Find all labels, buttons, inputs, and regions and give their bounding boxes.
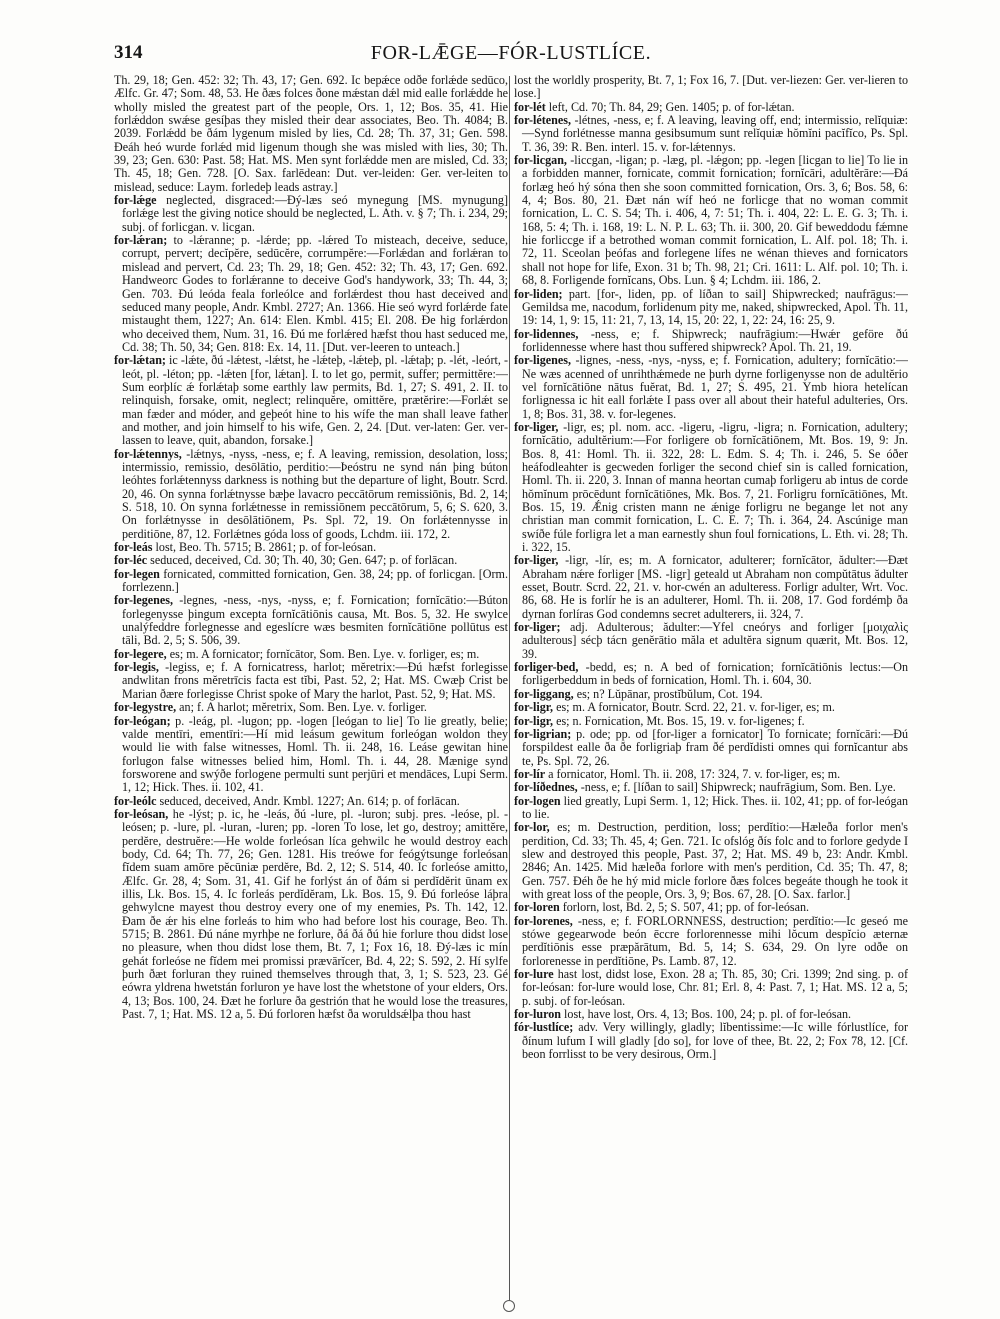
dictionary-entry xyxy=(114,795,508,808)
dictionary-entry xyxy=(514,114,908,154)
entry-text: part. [for-, liden, pp. of líðan to sail] Shipwrecked; naufrāgus:—Gemildsa me, nacodum, forlidenum pity me, naked, shipwrecked, Apol. Th. 11, 19: 14, 1, 9: 15, 11: 21, 7, 13, 14, 15, 20: 22, 1, 22: 24, 16: 25, 9. xyxy=(522,286,908,328)
headword: for-liger, xyxy=(514,553,559,568)
headword: for-leósan, xyxy=(114,806,169,821)
entry-text: adv. Very willingly, gladly; lĭbentissime:—Ic wille fórlustlíce, for ðínum lufum I will gladly [do so], for love of thee, Bt. 22, 2; Fox 78, 12. [Cf. beon forrlisst to be very desirous, Orm.] xyxy=(522,1020,908,1062)
headword: for-leógan; xyxy=(114,713,171,728)
dictionary-entry xyxy=(514,968,908,1008)
entry-text: -ness, e; f. FORLORNNESS, destruction; perdĭtio:—Ic geseó me stówe gegearwode beón ēccre forlorennesse mihi lŏcum despĭcio æternæ perdĭtiōnis esse præpărātum, Bd. 5, 14; S. 634, 29. On lyre odðe on forlorenesse in perdĭtiōne, Ps. Lamb. 87, 12. xyxy=(522,913,908,968)
dictionary-entry xyxy=(114,554,508,567)
dictionary-entry xyxy=(514,288,908,328)
headword: for-logen xyxy=(514,793,561,808)
headword: for-léc xyxy=(114,553,148,568)
entry-text: -ness, e; f. [líðan to sail] Shipwreck; naufrāgium, Som. Ben. Lye. xyxy=(577,780,896,795)
page-header xyxy=(114,42,908,72)
entry-text: -lǽtnys, -nyss, -ness, e; f. A leaving, remission, desolation, loss; intermissio, remissio, desōlātio, perditio:—Þeóstru ne synd nán þing búton leóhtes forlǽtennyss darkness is nothing but the departure of light, Boutr. Scrd. 20, 46. On synna forlǽtnysse bæþe lavacro peccātōrum remissiōnis, Bd. 2, 14; S. 518, 10. On synna forlǽtnesse in remissiōnem peccātōrum, 5, 6; S. 620, 3. On forlǽtnysse in desōlātiōnem, Ps. Spl. 72, 19. On forlǽtennysse in perditiōne, 87, 12. Forlǽtnes góda loss of goods, Lchdm. iii. 172, 2. xyxy=(122,446,508,541)
headword: for-leólc xyxy=(114,793,157,808)
entry-text: fornicated, committed fornication, Gen. 38, 24; pp. of forlicgan. [Orm. forrlezenn.] xyxy=(122,566,508,595)
entry-text: es; m. A fornicator; fornĭcātor, Som. Ben. Lye. v. forliger, es; m. xyxy=(166,646,480,661)
headword: for-ligr, xyxy=(514,713,554,728)
entry-text: an; f. A harlot; mĕretrix, Som. Ben. Lye. v. forliger. xyxy=(176,700,427,715)
entry-text: he -lýst; p. ic, he -leás, ðú -lure, pl. -luron; subj. pres. -leóse, pl. -leósen; p. -lure, pl. -luran, -luren; pp. -loren To lose, let go, destroy; amittĕre, perdĕre, destruĕre:—He wolde forleósan líca gehwilc he would destroy each body, Cd. 64; Th. 77, 26; Gen. 1281. His treówe for feógýtsunge forleósan fĭdem suam amōre pĕcūniæ perdĕre, Bd. 2, 12; S. 514, 40. Ic forleóse amitto, Ælfc. Gr. 28, 4; Som. 31, 41. Gif he forlýst án of ðám si perdĭdĕrit ūnam ex illis, Lk. Bos. 15, 4. Ic forleás perdĭdĕram, Lk. Bos. 15, 9. Ðú forleóse láþra gehwylcne mayest thou destroy every one of my enemies, Ps. Th. 142, 12. Ðam ðe ǽr his elne forleás to him who had before lost his courage, Beo. Th. 5715; B. 2861. Ðú náne myrhþe ne forlure, ðá ðá ðú hie forlure thou didst lose no pleasure, when thou didst lose them, Bt. 7, 1; Fox 16, 18. Ðý-læs ic mín gehát forleóse ne fĭdem mei promissi prævārĭcer, Bd. 4, 22; S. 592, 2. Hí sylfe þurh ðæt forluran they ruined themselves through that, 3, 1; S. 523, 23. Gé eówra yldrena hwetstán forluron ye have lost the whetstone of your elders, Ors. 4, 13; Bos. 100, 24. Ðæt he forlure ða gestrión that he would lose the treasures, Past. 7, 1; Hat. MS. 12 a, 5. Ðú forloren hæfst ða woruldsǽlþa thou hast xyxy=(122,806,508,1022)
entry-text: lost, Beo. Th. 5715; B. 2861; p. of for-leósan. xyxy=(152,540,377,555)
entry-text: lost, have lost, Ors. 4, 13; Bos. 100, 24; p. pl. of for-leósan. xyxy=(561,1007,852,1022)
dictionary-entry xyxy=(114,715,508,795)
entry-text: adj. Adulterous; ădulter:—Yfel cneórys and forliger [μοιχαλὶς adulterous] sécþ tácn genĕrātio măla et adultĕra signum quærit, Mt. Bos. 12, 39. xyxy=(522,620,908,661)
entry-text: -legiss, e; f. A fornicatress, harlot; mĕretrix:—Ðú hæfst forlegisse andwlitan frons mĕretrīcis facta est tĭbi, Past. 52, 2; Hat. MS. Cwæþ Crist be Marian ðære forlegisse Christ spoke of Mary the harlot, Past. 52, 9; Hat. MS. xyxy=(122,660,508,701)
headword: for-legis, xyxy=(114,660,159,675)
dictionary-entry xyxy=(514,795,908,822)
dictionary-entry xyxy=(514,701,908,714)
dictionary-entry xyxy=(514,154,908,287)
headword: for-liggang, xyxy=(514,686,574,701)
dictionary-entry xyxy=(514,768,908,781)
dictionary-entry xyxy=(514,688,908,701)
continued-text xyxy=(514,74,908,101)
entry-text: -ness, e; f. Shipwreck; naufrāgium:—Hwǽr geföre ðú forlidennesse where hast thou suffered shipwreck? Apol. Th. 21, 19. xyxy=(522,326,908,354)
entry-text: p. ode; pp. od [for-liger a fornicator] To fornicate; fornĭcāri:—Ðú forspildest ealle ða ðe forligriaþ fram ðé perdĭdisti omnes qui fornĭcantur abs te, Ps. Spl. 72, 26. xyxy=(522,726,908,768)
dictionary-entry xyxy=(514,328,908,355)
headword: for-létenes, xyxy=(514,113,571,128)
dictionary-entry xyxy=(114,594,508,647)
dictionary-entry xyxy=(514,101,908,114)
headword: for-lǽtan; xyxy=(114,353,166,368)
headword: forliger-bed, xyxy=(514,660,579,675)
right-column xyxy=(514,74,908,1304)
page-number: 314 xyxy=(114,42,143,63)
headword: for-lor, xyxy=(514,820,550,835)
entry-text: es; n? Lŭpānar, prostĭbŭlum, Cot. 194. xyxy=(573,686,763,701)
dictionary-entry xyxy=(514,354,908,421)
headword: fór-lustlíce; xyxy=(514,1020,574,1035)
dictionary-entry xyxy=(514,781,908,794)
entry-text: ic -lǽte, ðú -lǽtest, -lǽtst, he -lǽteþ, -lǽteþ, pl. -lǽtaþ; p. -lét, -leórt, -leót, pl. -léton; pp. -lǽten [for, lǽtan]. I. to let go, permit, suffer; permittĕre:—Sum eorþlíc ǽ forlǽtaþ some earthly law permits, Bd. 1, 27; S. 491, 2. II. to relinquish, forsake, omit, neglect; relinquĕre, omittĕre, prætĕrire:—Forlǽt se man fæder and móder, and geþeót hine to his wífe the man shall leave father and mother, and join himself to his wife, Gen. 2, 24. [Dut. ver-laten: Ger. ver-lassen to leave, quit, abandon, forsake.] xyxy=(122,353,508,448)
headword: for-lǽtennys, xyxy=(114,446,182,461)
headword: for-ligrian; xyxy=(514,726,572,741)
dictionary-entry xyxy=(514,728,908,768)
headword: for-lír xyxy=(514,766,546,781)
dictionary-entry xyxy=(114,354,508,447)
headword: for-lét xyxy=(514,99,546,114)
dictionary-entry xyxy=(114,194,508,234)
dictionary-entry xyxy=(514,901,908,914)
entry-text: -ligr, es; pl. nom. acc. -ligeru, -ligru, -ligra; n. Fornication, adultery; fornĭcātio, adultĕrium:—For forligere ob fornĭcātiōnem, Mt. Bos. 19, 9: Jn. Bos. 8, 41: Homl. Th. ii. 322, 28: L. Edm. S. 4; Th. i. 246, 5. Se óðer heáfodleahter is gecweden forliger the second chief sin is called fornication, Homl. Th. ii. 220, 3. Innan of manna heortan cumaþ forligeru ab intus de corde hŏmĭnum prōcēdunt fornĭcātiōnes, Mk. Bos. 7, 21. Forligru fornĭcātiōnes, Mt. Bos. 15, 19. Ǽnig cristen mann ne ǽnige forligru ne begange let not any christian man commit fornication, L. C. E. 7; Th. i. 364, 24. Ascúnige man swíðe fúle forligra let a man earnestly shun foul fornications, L. Eth. vi. 28; Th. i. 322, 15. xyxy=(522,419,908,555)
entry-text: lost the worldly prosperity, Bt. 7, 1; Fox 16, 7. [Dut. ver-liezen: Ger. ver-lieren to lose.] xyxy=(514,74,908,101)
dictionary-entry xyxy=(514,821,908,901)
dictionary-entry xyxy=(114,234,508,354)
headword: for-luron xyxy=(514,1007,562,1022)
headword: for-liger, xyxy=(514,419,559,434)
dictionary-entry xyxy=(514,621,908,661)
dictionary-entry xyxy=(514,421,908,554)
entry-text: -liccgan, -ligan; p. -læg, pl. -lǽgon; pp. -legen [licgan to lie] To lie in a forbidden manner, fornicate, commit fornication; fornĭcāri, adultĕrāre:—Ðá forlæg heó hý sóna then she soon committed fornication, Ors. 3, 6; Bos. 58, 6: 4, 4; Bos. 80, 21. Ðæt nán wíf heó ne forlicge that no woman commit fornication, L. C. S. 54; Th. i. 406, 4, 7: 51; Th. i. 404, 22: L. E. G. 3; Th. i. 168, 5: 4; Th. i. 168, 19: L. N. P. L. 63; Th. ii. 300, 20. Gif beweddodu fǽmne hie forliccge if a betrothed woman commit fornication, L. Alf. pol. 18; Th. i. 72, 11. Sceolan þeófas and forlegene lífes ne wénan thieves and fornicators shall not hope for life, Exon. 31 b; Th. 98, 21; Cri. 1611: L. Alf. pol. 10; Th. i. 68, 8. Forligende fornĭcans, Obs. Lun. § 4; Lchdm. iii. 186, 2. xyxy=(522,153,908,288)
dictionary-entry xyxy=(114,701,508,714)
headword: for-lidennes, xyxy=(514,326,579,341)
headword: for-leás xyxy=(114,540,153,555)
entry-text: p. -leág, pl. -lugon; pp. -logen [leógan to lie] To lie greatly, belie; valde mentīri, ementīri:—Hí mid leásum gewitum forleógan woldon they would lie with false witnesses, Homl. Th. ii. 248, 16. Leáse gewitan hine forlugon false witnesses belied him, Homl. Th. i. 44, 28. Mænige synd forsworene and swýðe forlogene permulti sunt perjūri et mendāces, Lupi Serm. 1, 12; Hick. Thes. ii. 102, 41. xyxy=(122,713,508,795)
dictionary-entry xyxy=(514,554,908,621)
entry-text: -bedd, es; n. A bed of fornication; fornĭcātiōnis lectus:—On forligerbeddum in beds of fornication, Homl. Th. i. 604, 30. xyxy=(522,660,908,688)
dictionary-entry xyxy=(114,648,508,661)
entry-text: Th. 29, 18; Gen. 452: 32; Th. 43, 17; Gen. 692. Ic bepǽce odðe forlǽde sedūco, Ælfc. Gr. 47; Som. 48, 53. He ðæs folces ðone mǽstan dǽl mid ealle forlǽdde he wholly misled the greatest part of the people, Ors. 1, 12; Bos. 35, 41. Hie forlǽddon swǽse gesíþas they misled their dear associates, Beo. Th. 4084; B. 2039. Forlǽdd be ðám lygenum misled by lies, Cd. 28; Th. 37, 31; Gen. 598. Ðeáh heó wurde forlǽd mid ligenum though she was misled with lies, 30; Th. 39, 23; Gen. 630: Past. 58; Hat. MS. Men synt forlǽdde men are misled, Cd. 33; Th. 45, 18; Gen. 728. [O. Sax. farlēdean: Dut. ver-leiden: Ger. ver-leiten to mislead, seduce: Laym. forledeþ leads astray.] xyxy=(114,74,508,194)
headword: for-loren xyxy=(514,900,560,915)
continued-text xyxy=(114,74,508,194)
headword: for-legystre, xyxy=(114,700,177,715)
entry-text: hast lost, didst lose, Exon. 28 a; Th. 85, 30; Cri. 1399; 2nd sing. p. of for-leósan: for-lure would lose, Chr. 81; Erl. 8, 4: Past. 7, 1; Hat. MS. 12 a, 5; p. subj. of for-leósan. xyxy=(522,967,908,1008)
dictionary-entry xyxy=(114,448,508,541)
headword: for-lǽran; xyxy=(114,233,168,248)
entry-text: -ligr, -lír, es; m. A fornicator, adulterer; fornĭcātor, ădulter:—Ðæt Abraham nǽre forliger [MS. -ligr] geteald ut Abraham non compŭtātus ădulter esset, Boutr. Scrd. 22, 21. v. hor-cwén an adulteress. Forligr adulter, Wrt. Voc. 86, 68. He is forlír he is an adulterer, Homl. Th. ii. 208, 17. God fordémþ ða dyrnan forlíras God condemns secret adulterers, ii. 324, 7. xyxy=(522,553,908,621)
dictionary-entry xyxy=(514,661,908,688)
entry-text: es; n. Fornication, Mt. Bos. 15, 19. v. for-ligenes; f. xyxy=(553,713,805,728)
entry-text: seduced, deceived, Andr. Kmbl. 1227; An. 614; p. of forlācan. xyxy=(156,793,460,808)
entry-text: es; m. A fornicator, Boutr. Scrd. 22, 21. v. for-liger, es; m. xyxy=(553,700,835,715)
headword: for-lǽge xyxy=(114,193,157,208)
dictionary-entry xyxy=(114,541,508,554)
headword: for-lure xyxy=(514,967,554,982)
headword: for-legen xyxy=(114,566,160,581)
entry-text: lied greatly, Lupi Serm. 1, 12; Hick. Thes. ii. 102, 41; pp. of for-leógan to lie. xyxy=(522,793,908,821)
dictionary-entry xyxy=(114,568,508,595)
dictionary-entry xyxy=(514,915,908,968)
entry-text: a fornicator, Homl. Th. ii. 208, 17: 324, 7. v. for-liger, es; m. xyxy=(545,766,841,781)
headword: for-ligr, xyxy=(514,700,554,715)
dictionary-entry xyxy=(114,808,508,1022)
column-divider xyxy=(509,76,510,1302)
headword: for-legenes, xyxy=(114,593,173,608)
entry-text: -legnes, -ness, -nys, -nyss, e; f. Fornication; fornĭcātio:—Búton forlegenysse þingum excepta fornĭcātiōnis causa, Mt. Bos. 5, 32. He swylce unalýfeddre forlegnesse and egeslícre wæs besmiten fornĭcātiōne pollūtus est tāli, Bd. 2, 5; S. 506, 39. xyxy=(122,593,508,648)
dictionary-entry xyxy=(514,715,908,728)
dictionary-entry xyxy=(514,1021,908,1061)
headword: for-ligenes, xyxy=(514,353,571,368)
headword: for-líðednes, xyxy=(514,780,578,795)
left-column xyxy=(114,74,508,1304)
headword: for-liger; xyxy=(514,620,561,635)
entry-text: -lignes, -ness, -nys, -nyss, e; f. Fornication, adultery; fornĭcātio:—Ne wæs acenned of unrihthǽmede ne þurh dyrne forligenysse non de adultĕrio vel fornĭcātiōne nātus fuĕrat, Bd. 1, 27; S. 495, 21. Ymb hiora hetelícan forlignessa ic hit eall forlǽte I pass over all about their hateful adulteries, Ors. 1, 8; Bos. 31, 38. v. for-legenes. xyxy=(522,353,908,421)
running-head: FOR-LǢGE—FÓR-LUSTLÍCE. xyxy=(370,42,652,64)
entry-text: forlorn, lost, Bd. 2, 5; S. 507, 41; pp. of for-leósan. xyxy=(559,900,810,915)
entry-text: left, Cd. 70; Th. 84, 29; Gen. 1405; p. of for-lǽtan. xyxy=(545,99,795,114)
entry-text: es; m. Destruction, perdition, loss; perdĭtio:—Hæleða forlor men's perdition, Cd. 33; Th. 45, 4; Gen. 721. Ic ofslóg ðís folc and to forlore gedyde I slew and destroyed this people, Past. 37, 2; Hat. MS. 49 b, 23: Andr. Kmbl. 2846; An. 1425. Mid hæleða forlore with men's perdition, Cd. 35; Th. 47, 8; Gen. 757. Ðéh ðe he hý mid micle forlore ðæs folces begeáte though he took it with great loss of the people, Ors. 3, 9; Bos. 67, 28. [O. Sax. farlor.] xyxy=(522,820,908,901)
headword: for-legere, xyxy=(114,646,167,661)
entry-text: -létnes, -ness, e; f. A leaving, leaving off, end; intermissio, relĭquiæ:—Synd forlétnesse manna gesibsumum sunt relĭquiæ hŏmĭni pacĭfĭco, Ps. Spl. T. 36, 39: R. Ben. interl. 15. v. for-lǽtennys. xyxy=(522,113,908,154)
headword: for-liden; xyxy=(514,286,563,301)
dictionary-entry xyxy=(514,1008,908,1021)
dictionary-entry xyxy=(114,661,508,701)
headword: for-licgan, xyxy=(514,153,567,168)
entry-text: neglected, disgraced:—Ðý-læs seó mynegung [MS. mynugung] forlǽge lest the giving notice should be neglected, L. Ath. v. § 7; Th. i. 234, 29; subj. of forlicgan. v. licgan. xyxy=(122,193,508,234)
entry-text: to -lǽranne; p. -lǽrde; pp. -lǽred To misteach, deceive, seduce, corrupt, pervert; decĭpĕre, sedūcĕre, corrumpĕre:—Forlǽdan and forlǽran to mislead and pervert, Cd. 23; Th. 29, 18; Gen. 452: 32; Th. 43, 17; Gen. 692. Handweorc Godes to forlǽranne to deceive God's handywork, 33; Th. 44, 3; Gen. 703. Ðú leóda feala forleólce and forlǽrdest thou hast deceived and seduced many people, Andr. Kmbl. 2727; An. 1366. Hie seó wyrd forlǽrde fate mistaught them, 1227; An. 614: Elen. Kmbl. 415; El. 208. Ðe hig forlǽrdon who deceived them, Num. 31, 16. Ðú me forlǽred hæfst thou hast seduced me, Cd. 38; Th. 50, 34; Gen. 818: Ex. 14, 11. [Dut. ver-leeren to unteach.] xyxy=(122,233,508,354)
headword: for-lorenes, xyxy=(514,913,573,928)
entry-text: seduced, deceived, Cd. 30; Th. 40, 30; Gen. 647; p. of forlācan. xyxy=(147,553,458,568)
